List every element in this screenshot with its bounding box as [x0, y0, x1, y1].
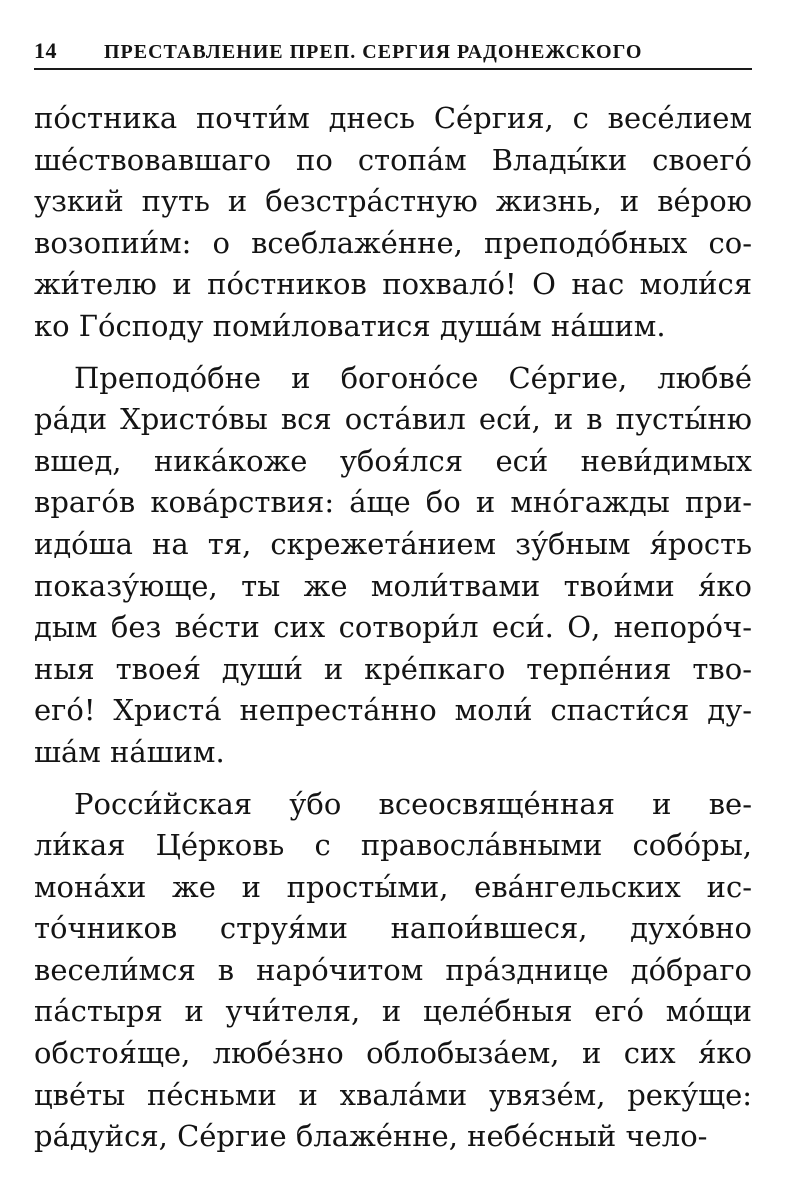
paragraph-gap	[34, 774, 752, 784]
text-line: идо́ша на тя, скрежета́нием зу́бным я́рость	[34, 526, 752, 561]
text-line: то́чников струя́ми напои́вшеся, духо́вно	[34, 911, 752, 946]
text-line: весели́мся в наро́читом пра́зднице до́браго	[34, 952, 752, 987]
text-line: ра́дуйся, Се́ргие блаже́нне, небе́сный чело-	[34, 1119, 708, 1154]
text-line: Росси́йская у́бо всеосвяще́нная и ве-	[74, 786, 752, 821]
text-line: вшед, ника́коже убоя́лся еси́ неви́димых	[34, 443, 752, 478]
text-line: по́стника почти́м днесь Се́ргия, с весе́лием	[34, 101, 752, 135]
text-line: па́стыря и учи́теля, и целе́бныя его́ мо́щи	[34, 994, 752, 1029]
text-line: возопии́м: о всеблаже́нне, преподо́бных со-	[34, 225, 752, 260]
text-line: ша́м на́шим.	[34, 734, 225, 769]
paragraph-gap	[34, 348, 752, 358]
text-line: мона́хи же и просты́ми, ева́нгельских ис-	[34, 869, 752, 904]
text-line: враго́в кова́рствия: а́ще бо и мно́гажды при-	[34, 485, 752, 520]
text-line: цве́ты пе́сньми и хвала́ми увязе́м, реку́ще:	[34, 1077, 752, 1112]
text-line: узкий путь и безстра́стную жизнь, и ве́рою	[34, 184, 752, 219]
running-header	[34, 36, 752, 70]
paragraph	[34, 358, 752, 774]
text-line: ко Го́споду поми́ловатися душа́м на́шим.	[34, 308, 666, 343]
running-title: ПРЕСТАВЛЕНИЕ ПРЕП. СЕРГИЯ РАДОНЕЖСКОГО	[104, 41, 643, 63]
paragraph	[34, 98, 752, 348]
text-line: ныя твоея́ души́ и кре́пкаго терпе́ния тво-	[34, 651, 752, 686]
text-line: ли́кая Це́рковь с правосла́вными собо́ры,	[34, 828, 752, 863]
text-line: показу́юще, ты же моли́твами твои́ми я́ко	[34, 568, 752, 603]
text-line: Преподо́бне и богоно́се Се́ргие, любве́	[74, 360, 752, 395]
text-line: ше́ствовавшаго по стопа́м Влады́ки своего́	[34, 142, 752, 177]
text-line: обстоя́ще, любе́зно облобыза́ем, и сих я́ко	[34, 1036, 752, 1071]
text-line: ра́ди Христо́вы вся оста́вил еси́, и в пусты́ню	[34, 402, 752, 437]
text-line: дым без ве́сти сих сотвори́л еси́. О, непоро́ч-	[34, 610, 752, 645]
text-line: его́! Христа́ непреста́нно моли́ спасти́ся ду-	[34, 693, 752, 728]
paragraph	[34, 784, 752, 1158]
text-line: жи́телю и по́стников похвало́! О нас моли́ся	[34, 267, 752, 302]
body-text	[34, 98, 752, 1158]
page-number: 14	[34, 38, 57, 63]
